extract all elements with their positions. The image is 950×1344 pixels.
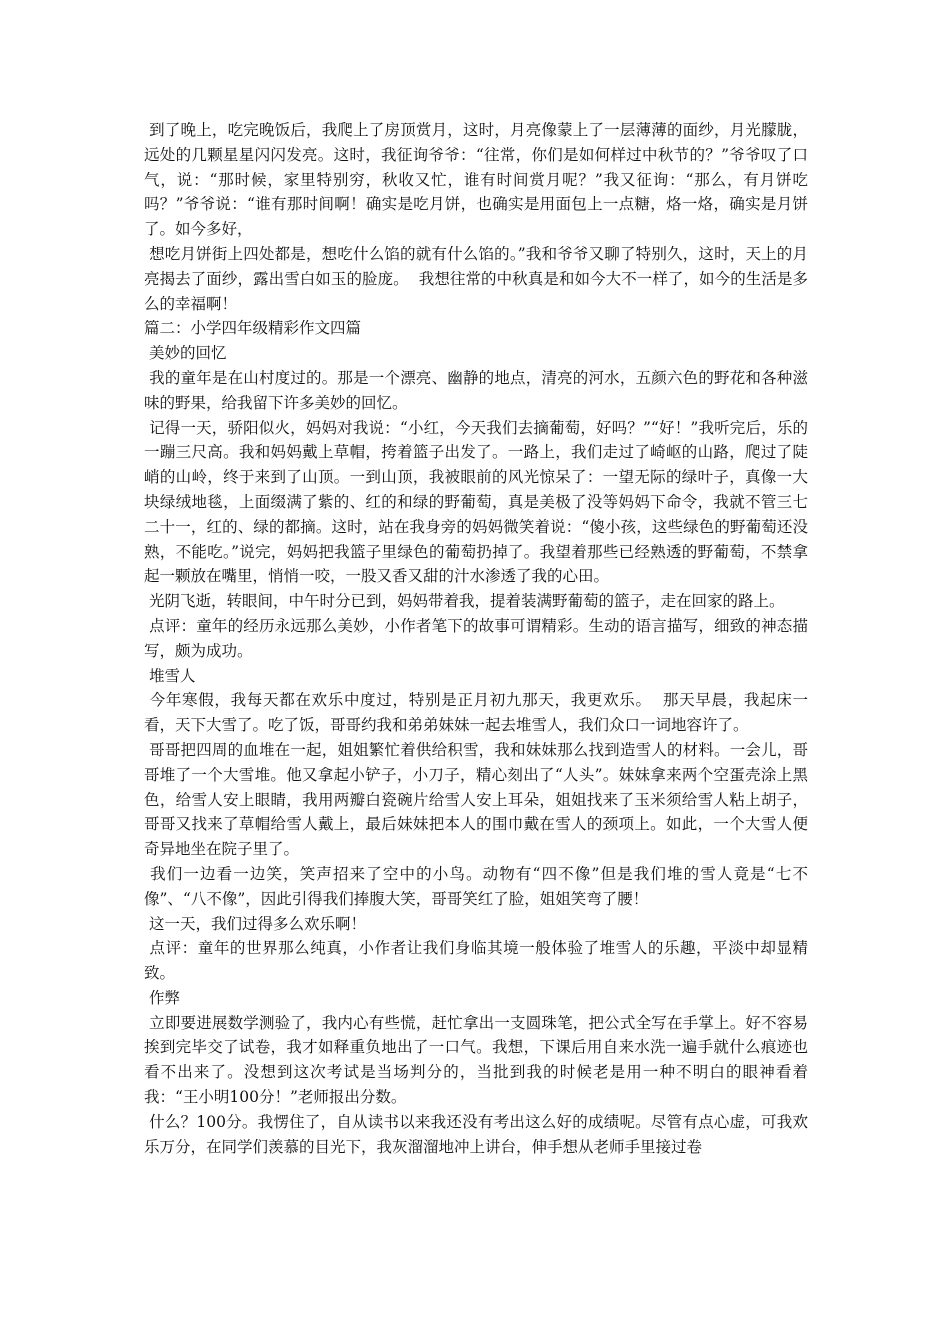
essay-title-cheating: 作弊	[144, 988, 180, 1007]
section-heading: 篇二：小学四年级精彩作文四篇	[144, 319, 362, 338]
essay-title-memory: 美妙的回忆	[144, 344, 227, 363]
paragraph-snowman-2: 哥哥把四周的血堆在一起，姐姐繁忙着供给积雪，我和妹妹那么找到造雪人的材料。一会儿，哥哥堆了一个大雪堆。他又拿起小铲子，小刀子，精心刻出了“人头”。妹妹拿来两个空蛋壳涂上黑色，给雪人安上眼睛，我用两瓣白瓷碗片给雪人安上耳朵，姐姐找来了玉米须给雪人粘上胡子，哥哥又找来了草帽给雪人戴上，最后妹妹把本人的围巾戴在雪人的颈项上。如此，一个大雪人便奇异地坐在院子里了。	[144, 740, 808, 859]
paragraph-mid-autumn-2: 想吃月饼街上四处都是，想吃什么馅的就有什么馅的。”我和爷爷又聊了特别久，这时，天上的月亮揭去了面纱，露出雪白如玉的脸庞。 我想往常的中秋真是和如今大不一样了，如今的生活是多么的幸福啊！	[144, 244, 808, 313]
paragraph-cheating-1: 立即要进展数学测验了，我内心有些慌，赶忙拿出一支圆珠笔，把公式全写在手掌上。好不容易挨到完毕交了试卷，我才如释重负地出了一口气。我想，下课后用自来水洗一遍手就什么痕迹也看不出来了。没想到这次考试是当场判分的，当批到我的时候老是用一种不明白的眼神看着我：“王小明100分！”老师报出分数。	[144, 1013, 808, 1107]
paragraph-cheating-2: 什么？100分。我愣住了，自从读书以来我还没有考出这么好的成绩呢。尽管有点心虚，可我欢乐万分，在同学们羡慕的目光下，我灰溜溜地冲上讲台，伸手想从老师手里接过卷	[144, 1112, 808, 1156]
paragraph-memory-2: 记得一天，骄阳似火，妈妈对我说：“小红，今天我们去摘葡萄，好吗？”“好！”我听完后，乐的一蹦三尺高。我和妈妈戴上草帽，挎着篮子出发了。一路上，我们走过了崎岖的山路，爬过了陡峭的山岭，终于来到了山顶。一到山顶，我被眼前的风光惊呆了：一望无际的绿叶子，真像一大块绿绒地毯，上面缀满了紫的、红的和绿的野葡萄，真是美极了没等妈妈下命令，我就不管三七二十一，红的、绿的都摘。这时，站在我身旁的妈妈微笑着说：“傻小孩，这些绿色的野葡萄还没熟，不能吃。”说完，妈妈把我篮子里绿色的葡萄扔掉了。我望着那些已经熟透的野葡萄，不禁拿起一颗放在嘴里，悄悄一咬，一股又香又甜的汁水渗透了我的心田。	[144, 418, 808, 586]
comment-snowman: 点评：童年的世界那么纯真，小作者让我们身临其境一般体验了堆雪人的乐趣，平淡中却显精致。	[144, 939, 808, 983]
paragraph-memory-3: 光阴飞逝，转眼间，中午时分已到，妈妈带着我，提着装满野葡萄的篮子，走在回家的路上。	[144, 592, 785, 611]
paragraph-snowman-3: 我们一边看一边笑，笑声招来了空中的小鸟。动物有“四不像”但是我们堆的雪人竟是“七不像”、“八不像”，因此引得我们捧腹大笑，哥哥笑红了脸，姐姐笑弯了腰！	[144, 864, 808, 908]
comment-memory: 点评：童年的经历永远那么美妙，小作者笔下的故事可谓精彩。生动的语言描写，细致的神态描写，颇为成功。	[144, 616, 808, 660]
document-body	[144, 118, 808, 1159]
paragraph-snowman-4: 这一天，我们过得多么欢乐啊！	[144, 914, 366, 933]
paragraph-mid-autumn-1: 到了晚上，吃完晚饭后，我爬上了房顶赏月，这时，月亮像蒙上了一层薄薄的面纱，月光朦胧，远处的几颗星星闪闪发亮。这时，我征询爷爷：“往常，你们是如何样过中秋节的？”爷爷叹了口气，说：“那时候，家里特别穷，秋收又忙，谁有时间赏月呢？”我又征询：“那么，有月饼吃吗？”爷爷说：“谁有那时间啊！确实是吃月饼，也确实是用面包上一点糖，烙一烙，确实是月饼了。如今多好，	[144, 121, 808, 239]
paragraph-snowman-1: 今年寒假，我每天都在欢乐中度过，特别是正月初九那天，我更欢乐。 那天早晨，我起床一看，天下大雪了。吃了饭，哥哥约我和弟弟妹妹一起去堆雪人，我们众口一词地容许了。	[144, 691, 808, 735]
essay-title-snowman: 堆雪人	[144, 666, 196, 685]
paragraph-memory-1: 我的童年是在山村度过的。那是一个漂亮、幽静的地点，清亮的河水，五颜六色的野花和各种滋味的野果，给我留下许多美妙的回忆。	[144, 368, 808, 412]
